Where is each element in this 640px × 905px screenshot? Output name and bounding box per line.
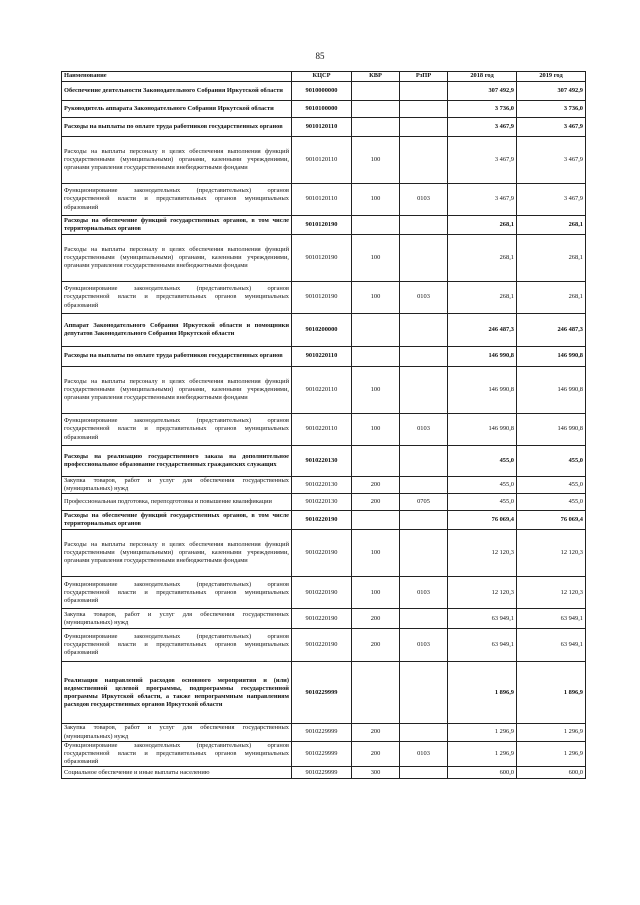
table-row: [62, 724, 586, 741]
cell-kcsr: 9010220110: [292, 367, 352, 414]
cell-2018: 455,0: [448, 494, 517, 511]
table-row: [62, 118, 586, 137]
cell-2019: 146 990,8: [517, 367, 586, 414]
cell-kvr: 200: [352, 741, 400, 767]
cell-kvr: 100: [352, 577, 400, 609]
cell-kcsr: 9010229999: [292, 724, 352, 741]
cell-2019: 63 949,1: [517, 609, 586, 629]
table-body: [62, 82, 586, 779]
cell-kcsr: 9010220110: [292, 347, 352, 367]
cell-kcsr: 9010220190: [292, 577, 352, 609]
table-row: [62, 101, 586, 118]
cell-kvr: [352, 662, 400, 724]
cell-kvr: [352, 511, 400, 530]
cell-kvr: 300: [352, 767, 400, 779]
cell-rzpr: [400, 662, 448, 724]
cell-kcsr: 9010229999: [292, 767, 352, 779]
cell-kvr: [352, 118, 400, 137]
cell-rzpr: [400, 724, 448, 741]
table-row: [62, 629, 586, 662]
cell-rzpr: 0103: [400, 282, 448, 314]
cell-rzpr: [400, 511, 448, 530]
cell-2018: 268,1: [448, 282, 517, 314]
cell-kcsr: 9010120190: [292, 282, 352, 314]
cell-kcsr: 9010000000: [292, 82, 352, 101]
cell-2019: 455,0: [517, 446, 586, 477]
cell-name: Расходы на обеспечение функций государственных органов, в том числе территориальных органов: [62, 511, 292, 530]
cell-kcsr: 9010220190: [292, 629, 352, 662]
cell-2019: 246 487,3: [517, 314, 586, 347]
cell-rzpr: [400, 101, 448, 118]
cell-rzpr: [400, 118, 448, 137]
cell-2018: 455,0: [448, 446, 517, 477]
cell-kcsr: 9010120190: [292, 216, 352, 235]
cell-kvr: 100: [352, 137, 400, 184]
cell-2019: 600,0: [517, 767, 586, 779]
cell-2019: 146 990,8: [517, 414, 586, 446]
cell-2019: 268,1: [517, 235, 586, 282]
cell-rzpr: [400, 477, 448, 494]
cell-rzpr: 0103: [400, 577, 448, 609]
cell-2019: 1 296,9: [517, 724, 586, 741]
cell-2018: 146 990,8: [448, 347, 517, 367]
cell-rzpr: 0103: [400, 184, 448, 216]
cell-kvr: 100: [352, 235, 400, 282]
cell-2019: 268,1: [517, 216, 586, 235]
table-row: [62, 314, 586, 347]
cell-kvr: 100: [352, 367, 400, 414]
column-header-name: Наименование: [62, 72, 292, 82]
cell-kcsr: 9010220190: [292, 511, 352, 530]
cell-kvr: 200: [352, 629, 400, 662]
cell-name: Функционирование законодательных (представительных) органов государственной власти и представительных органов муниципальных образований: [62, 184, 292, 216]
cell-kvr: 100: [352, 282, 400, 314]
cell-rzpr: 0103: [400, 741, 448, 767]
table-row: [62, 137, 586, 184]
table-row: [62, 347, 586, 367]
cell-kvr: 200: [352, 494, 400, 511]
cell-2018: 1 296,9: [448, 741, 517, 767]
table-row: [62, 82, 586, 101]
cell-2018: 63 949,1: [448, 609, 517, 629]
cell-2019: 63 949,1: [517, 629, 586, 662]
cell-kvr: 200: [352, 609, 400, 629]
cell-2019: 76 069,4: [517, 511, 586, 530]
cell-rzpr: 0705: [400, 494, 448, 511]
cell-2019: 455,0: [517, 494, 586, 511]
cell-2018: 12 120,3: [448, 577, 517, 609]
cell-name: Расходы на выплаты персоналу в целях обеспечения выполнения функций государственными (муниципальными) органами, казенными учреждениями, органами управления государственными внебюджетными фондами: [62, 235, 292, 282]
cell-2018: 76 069,4: [448, 511, 517, 530]
page-number: 85: [315, 51, 325, 61]
cell-name: Социальное обеспечение и иные выплаты населению: [62, 767, 292, 779]
column-header-kcsr: КЦСР: [292, 72, 352, 82]
cell-name: Расходы на выплаты по оплате труда работников государственных органов: [62, 118, 292, 137]
cell-2018: 268,1: [448, 216, 517, 235]
cell-kcsr: 9010220190: [292, 530, 352, 577]
table-row: [62, 662, 586, 724]
cell-rzpr: [400, 137, 448, 184]
cell-kcsr: 9010120110: [292, 118, 352, 137]
cell-name: Реализация направлений расходов основного мероприятия и (или) ведомственной целевой программы, подпрограммы государственной программы Иркутской области, а также непрограммным направлениям расходов государственных органов Иркутской области: [62, 662, 292, 724]
column-header-2018: 2018 год: [448, 72, 517, 82]
table-row: [62, 577, 586, 609]
cell-kvr: [352, 82, 400, 101]
cell-rzpr: [400, 82, 448, 101]
cell-kvr: 200: [352, 477, 400, 494]
cell-name: Функционирование законодательных (представительных) органов государственной власти и представительных органов муниципальных образований: [62, 741, 292, 767]
cell-kcsr: 9010229999: [292, 741, 352, 767]
cell-2018: 307 492,9: [448, 82, 517, 101]
cell-name: Расходы на выплаты по оплате труда работников государственных органов: [62, 347, 292, 367]
cell-rzpr: 0103: [400, 414, 448, 446]
cell-name: Расходы на реализацию государственного заказа на дополнительное профессиональное образование государственных гражданских служащих: [62, 446, 292, 477]
cell-name: Закупка товаров, работ и услуг для обеспечения государственных (муниципальных) нужд: [62, 609, 292, 629]
cell-kcsr: 9010120110: [292, 137, 352, 184]
cell-name: Расходы на выплаты персоналу в целях обеспечения выполнения функций государственными (муниципальными) органами, казенными учреждениями, органами управления государственными внебюджетными фондами: [62, 530, 292, 577]
table-row: [62, 530, 586, 577]
table-row: [62, 184, 586, 216]
cell-name: Расходы на обеспечение функций государственных органов, в том числе территориальных органов: [62, 216, 292, 235]
cell-kcsr: 9010220130: [292, 477, 352, 494]
cell-kcsr: 9010100000: [292, 101, 352, 118]
table-row: [62, 414, 586, 446]
cell-name: Расходы на выплаты персоналу в целях обеспечения выполнения функций государственными (муниципальными) органами, казенными учреждениями, органами управления государственными внебюджетными фондами: [62, 137, 292, 184]
cell-name: Профессиональная подготовка, переподготовка и повышение квалификации: [62, 494, 292, 511]
cell-2018: 63 949,1: [448, 629, 517, 662]
cell-name: Функционирование законодательных (представительных) органов государственной власти и представительных органов муниципальных образований: [62, 282, 292, 314]
cell-name: Аппарат Законодательного Собрания Иркутской области и помощники депутатов Законодательного Собрания Иркутской области: [62, 314, 292, 347]
table-row: [62, 609, 586, 629]
table-row: [62, 367, 586, 414]
table-row: [62, 216, 586, 235]
cell-name: Обеспечение деятельности Законодательного Собрания Иркутской области: [62, 82, 292, 101]
table-row: [62, 235, 586, 282]
cell-name: Закупка товаров, работ и услуг для обеспечения государственных (муниципальных) нужд: [62, 724, 292, 741]
cell-2018: 3 736,0: [448, 101, 517, 118]
cell-kcsr: 9010200000: [292, 314, 352, 347]
cell-2019: 1 296,9: [517, 741, 586, 767]
cell-2019: 1 896,9: [517, 662, 586, 724]
cell-rzpr: [400, 609, 448, 629]
cell-2019: 146 990,8: [517, 347, 586, 367]
cell-rzpr: 0103: [400, 629, 448, 662]
cell-kvr: 100: [352, 530, 400, 577]
cell-kcsr: 9010220130: [292, 446, 352, 477]
column-header-kvr: КВР: [352, 72, 400, 82]
cell-kvr: 200: [352, 724, 400, 741]
cell-2019: 3 736,0: [517, 101, 586, 118]
cell-2018: 3 467,9: [448, 184, 517, 216]
cell-2018: 246 487,3: [448, 314, 517, 347]
cell-2018: 146 990,8: [448, 414, 517, 446]
column-header-rzpr: РзПР: [400, 72, 448, 82]
cell-name: Руководитель аппарата Законодательного Собрания Иркутской области: [62, 101, 292, 118]
cell-name: Расходы на выплаты персоналу в целях обеспечения выполнения функций государственными (муниципальными) органами, казенными учреждениями, органами управления государственными внебюджетными фондами: [62, 367, 292, 414]
cell-rzpr: [400, 767, 448, 779]
cell-kvr: [352, 314, 400, 347]
cell-2019: 12 120,3: [517, 530, 586, 577]
table-row: [62, 511, 586, 530]
table-row: [62, 477, 586, 494]
cell-2019: 3 467,9: [517, 137, 586, 184]
cell-2018: 600,0: [448, 767, 517, 779]
cell-2018: 455,0: [448, 477, 517, 494]
cell-2019: 307 492,9: [517, 82, 586, 101]
cell-kvr: [352, 216, 400, 235]
cell-rzpr: [400, 367, 448, 414]
cell-2019: 455,0: [517, 477, 586, 494]
table-row: [62, 767, 586, 779]
cell-2018: 1 896,9: [448, 662, 517, 724]
cell-name: Функционирование законодательных (представительных) органов государственной власти и представительных органов муниципальных образований: [62, 577, 292, 609]
cell-2018: 3 467,9: [448, 137, 517, 184]
cell-rzpr: [400, 216, 448, 235]
cell-2019: 12 120,3: [517, 577, 586, 609]
cell-rzpr: [400, 314, 448, 347]
cell-rzpr: [400, 235, 448, 282]
cell-kcsr: 9010120190: [292, 235, 352, 282]
cell-2019: 268,1: [517, 282, 586, 314]
cell-name: Закупка товаров, работ и услуг для обеспечения государственных (муниципальных) нужд: [62, 477, 292, 494]
table-row: [62, 741, 586, 767]
cell-2018: 3 467,9: [448, 118, 517, 137]
table-row: [62, 282, 586, 314]
cell-rzpr: [400, 347, 448, 367]
cell-kcsr: 9010120110: [292, 184, 352, 216]
table-row: [62, 494, 586, 511]
cell-kvr: 100: [352, 414, 400, 446]
cell-kcsr: 9010229999: [292, 662, 352, 724]
table-row: [62, 446, 586, 477]
cell-2019: 3 467,9: [517, 184, 586, 216]
cell-2019: 3 467,9: [517, 118, 586, 137]
cell-name: Функционирование законодательных (представительных) органов государственной власти и представительных органов муниципальных образований: [62, 414, 292, 446]
cell-kcsr: 9010220130: [292, 494, 352, 511]
cell-kvr: [352, 347, 400, 367]
cell-2018: 1 296,9: [448, 724, 517, 741]
cell-rzpr: [400, 446, 448, 477]
cell-2018: 268,1: [448, 235, 517, 282]
column-header-2019: 2019 год: [517, 72, 586, 82]
cell-kcsr: 9010220190: [292, 609, 352, 629]
table-header-row: [62, 72, 586, 82]
cell-2018: 12 120,3: [448, 530, 517, 577]
cell-rzpr: [400, 530, 448, 577]
cell-name: Функционирование законодательных (представительных) органов государственной власти и представительных органов муниципальных образований: [62, 629, 292, 662]
cell-kvr: [352, 446, 400, 477]
cell-kcsr: 9010220110: [292, 414, 352, 446]
cell-kvr: [352, 101, 400, 118]
cell-kvr: 100: [352, 184, 400, 216]
cell-2018: 146 990,8: [448, 367, 517, 414]
budget-table: [61, 71, 586, 779]
